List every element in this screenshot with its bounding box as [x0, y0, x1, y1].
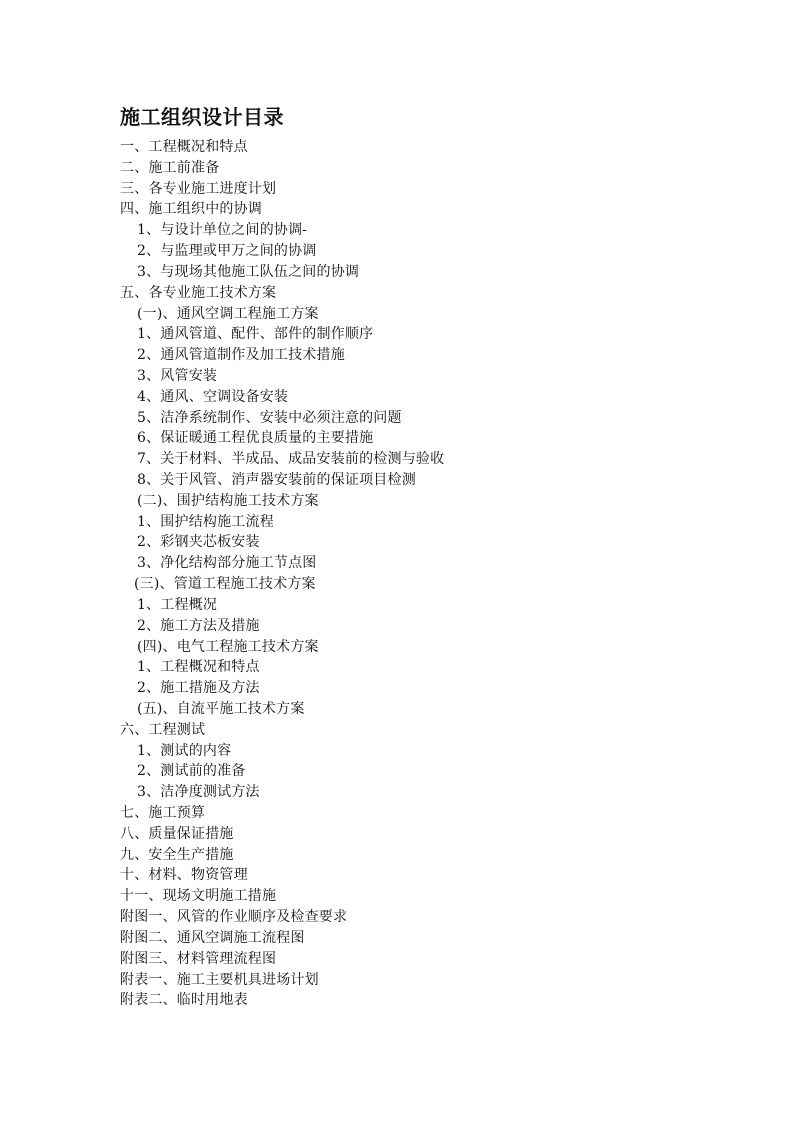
- toc-subsection-item: 7、关于材料、半成品、成品安装前的检测与验收: [137, 451, 445, 468]
- toc-subsection-item: 2、与监理或甲万之间的协调: [137, 243, 317, 260]
- toc-subsection-item: 2、施工措施及方法: [137, 680, 260, 697]
- toc-subsection-item: (四)、电气工程施工技术方案: [137, 638, 319, 655]
- toc-section-item: 四、施工组织中的协调: [120, 201, 262, 218]
- toc-subsection-item: 4、通风、空调设备安装: [137, 388, 289, 405]
- toc-section-item: 附图三、材料管理流程图: [120, 950, 277, 967]
- toc-subsection-item: (一)、通风空调工程施工方案: [137, 305, 319, 322]
- toc-section-item: 附图一、风管的作业顺序及检查要求: [120, 909, 348, 926]
- table-of-contents: [0, 137, 444, 1011]
- toc-section-item: 六、工程测试: [120, 721, 206, 738]
- toc-section-item: 附表二、临时用地表: [120, 992, 248, 1009]
- toc-section-item: 附图二、通风空调施工流程图: [120, 929, 305, 946]
- toc-section-item: 八、质量保证措施: [120, 825, 234, 842]
- toc-subsection-item: (五)、自流平施工技术方案: [137, 700, 305, 717]
- toc-subsection-item: 2、施工方法及措施: [137, 617, 260, 634]
- toc-section-item: 附表一、施工主要机具进场计划: [120, 971, 319, 988]
- toc-subsection-item: 1、通风管道、配件、部件的制作顺序: [137, 326, 374, 343]
- toc-section-item: 二、施工前准备: [120, 159, 220, 176]
- toc-subsection-item: 8、关于风管、消声器安装前的保证项目检测: [137, 472, 416, 488]
- toc-section-item: 七、施工预算: [120, 805, 206, 821]
- document-title: 施工组织设计目录: [120, 105, 284, 129]
- toc-section-item: 一、工程概况和特点: [120, 139, 248, 155]
- toc-subsection-item: (二)、围护结构施工技术方案: [137, 492, 319, 509]
- toc-subsection-item: 5、洁净系统制作、安装中必须注意的问题: [137, 409, 402, 426]
- toc-subsection-item: 2、测试前的准备: [137, 763, 246, 780]
- toc-subsection-item: 6、保证暖通工程优良质量的主要措施: [137, 430, 374, 447]
- toc-subsection-item: 2、通风管道制作及加工技术措施: [137, 347, 345, 364]
- toc-subsection-item: 3、净化结构部分施工节点图: [137, 555, 317, 572]
- toc-subsection-item: 1、工程概况: [137, 596, 218, 613]
- toc-subsection-item: 1、围护结构施工流程: [137, 513, 274, 530]
- toc-subsection-item: (三)、管道工程施工技术方案: [134, 576, 316, 593]
- toc-subsection-item: 1、与设计单位之间的协调-: [137, 222, 308, 239]
- toc-subsection-item: 1、工程概况和特点: [137, 659, 260, 676]
- toc-subsection-item: 1、测试的内容: [137, 742, 232, 759]
- toc-subsection-item: 3、风管安装: [137, 367, 218, 384]
- toc-subsection-item: 3、与现场其他施工队伍之间的协调: [137, 263, 360, 280]
- toc-subsection-item: 2、彩钢夹芯板安装: [137, 534, 260, 551]
- toc-subsection-item: 3、洁净度测试方法: [137, 784, 260, 801]
- toc-section-item: 九、安全生产措施: [120, 846, 234, 863]
- toc-section-item: 十一、现场文明施工措施: [120, 888, 277, 905]
- toc-section-item: 三、各专业施工进度计划: [120, 180, 277, 197]
- toc-section-item: 五、各专业施工技术方案: [120, 284, 277, 301]
- toc-section-item: 十、材料、物资管理: [120, 867, 248, 884]
